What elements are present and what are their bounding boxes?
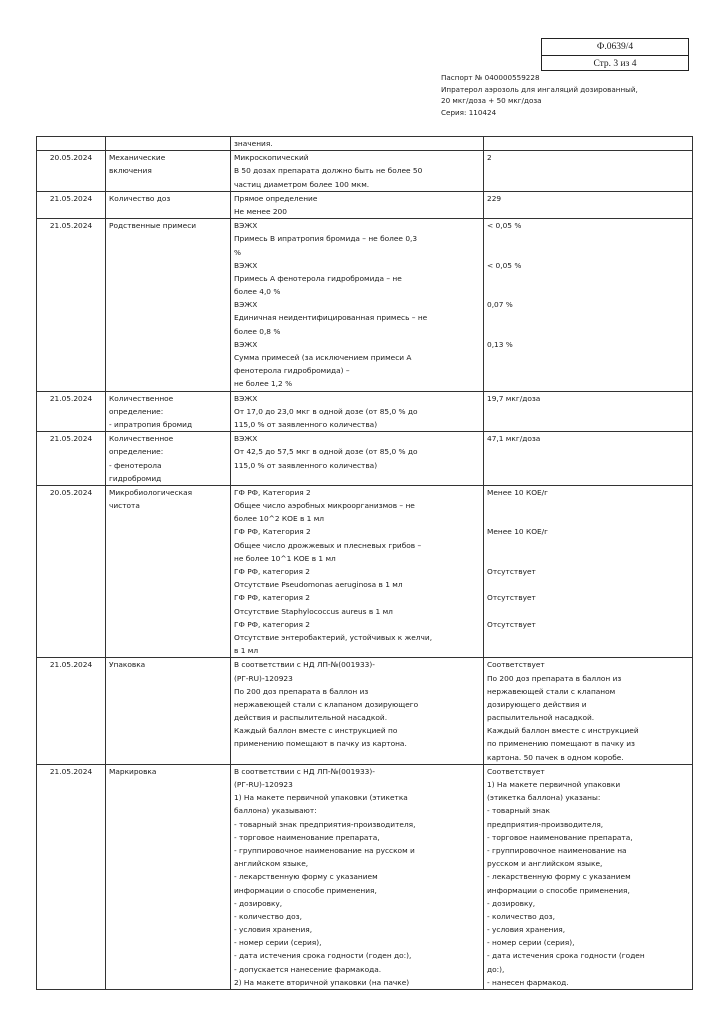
- test-spec-line: Прямое определение: [234, 193, 318, 203]
- row-date: 20.05.2024: [49, 153, 93, 163]
- spacer: [487, 246, 689, 259]
- spacer: [487, 552, 689, 565]
- test-result-cell: [484, 137, 693, 151]
- test-spec-line: ВЭЖХ: [234, 339, 258, 349]
- test-result-line: Отсутствует: [487, 619, 536, 629]
- test-result-line: Менее 10 КОЕ/г: [487, 487, 549, 497]
- test-spec-line: ГФ РФ, Категория 2: [234, 487, 311, 497]
- test-result-line: дозирующего действия и: [487, 699, 587, 709]
- table-row: [37, 219, 693, 391]
- test-result-line: (этикетка баллона) указаны:: [487, 793, 601, 803]
- spacer: [487, 512, 689, 525]
- test-name-line: - фенотерола: [109, 460, 162, 470]
- row-date: 21.05.2024: [49, 660, 93, 670]
- test-result-line: 0,13 %: [487, 339, 513, 349]
- product-name-line2: 20 мкг/доза + 50 мкг/доза: [441, 96, 542, 106]
- test-result-cell: [484, 391, 693, 432]
- test-result-line: Соответствует: [487, 660, 545, 670]
- test-spec-line: - товарный знак предприятия-производителя,: [234, 819, 416, 829]
- page-number: Стр. 3 из 4: [593, 59, 637, 69]
- row-date: 21.05.2024: [49, 393, 93, 403]
- spacer: [487, 311, 689, 324]
- row-date-cell: [37, 191, 106, 218]
- table-row: [37, 151, 693, 192]
- test-spec-line: 1) На макете первичной упаковки (этикетка: [234, 793, 408, 803]
- test-name-line: определение:: [109, 447, 164, 457]
- test-result-line: - лекарственную форму с указанием: [487, 872, 631, 882]
- test-result-line: 2: [487, 153, 492, 163]
- test-spec-cell: [231, 151, 484, 192]
- table-row: [37, 764, 693, 989]
- test-name-cell: [106, 191, 231, 218]
- test-name-cell: [106, 658, 231, 765]
- spacer: [487, 272, 689, 285]
- spacer: [487, 539, 689, 552]
- test-spec-line: действия и распылительной насадкой.: [234, 713, 388, 723]
- test-result-line: предприятия-производителя,: [487, 819, 604, 829]
- test-spec-line: английском языке,: [234, 859, 309, 869]
- row-date-cell: [37, 219, 106, 391]
- row-date: [40, 137, 102, 150]
- test-result-line: 47,1 мкг/доза: [487, 434, 541, 444]
- test-name-line: Количество доз: [109, 193, 171, 203]
- test-spec-line: От 42,5 до 57,5 мкг в одной дозе (от 85,0 % до: [234, 447, 418, 457]
- test-result-line: до:),: [487, 964, 505, 974]
- test-result-line: По 200 доз препарата в баллон из: [487, 673, 622, 683]
- test-name-cell: [106, 151, 231, 192]
- test-spec-line: 115,0 % от заявленного количества): [234, 460, 378, 470]
- form-code-box: [541, 38, 689, 71]
- test-result-cell: [484, 432, 693, 486]
- test-spec-line: более 0,8 %: [234, 326, 281, 336]
- test-spec-line: не более 10^1 КОЕ в 1 мл: [234, 553, 336, 563]
- test-result-line: - дозировку,: [487, 898, 536, 908]
- table-row: [37, 658, 693, 765]
- test-spec-line: ВЭЖХ: [234, 393, 258, 403]
- test-spec-line: ГФ РФ, категория 2: [234, 619, 310, 629]
- test-spec-line: - дата истечения срока годности (годен до:),: [234, 951, 412, 961]
- test-spec-line: не более 1,2 %: [234, 379, 293, 389]
- test-name-cell: [106, 764, 231, 989]
- test-result-line: < 0,05 %: [487, 260, 522, 270]
- product-name-line1: Ипратерол аэрозоль для ингаляций дозированный,: [441, 84, 638, 94]
- test-spec-line: В соответствии с НД ЛП-№(001933)-: [234, 766, 375, 776]
- test-name-cell: [106, 432, 231, 486]
- test-spec-line: более 4,0 %: [234, 287, 281, 297]
- test-result-line: Отсутствует: [487, 593, 536, 603]
- test-name-cell: [106, 219, 231, 391]
- series-number: Серия: 110424: [441, 107, 497, 117]
- test-spec-line: Отсутствие энтеробактерий, устойчивых к желчи,: [234, 632, 433, 642]
- test-result-line: картона. 50 пачек в одном коробе.: [487, 752, 624, 762]
- table-row: [37, 485, 693, 657]
- test-spec-cell: [231, 485, 484, 657]
- test-spec-line: в 1 мл: [234, 646, 259, 656]
- test-spec-cell: [231, 658, 484, 765]
- test-spec-line: значения.: [234, 139, 273, 148]
- test-name-line: гидробромид: [109, 473, 162, 483]
- test-spec-line: информации о способе применения,: [234, 885, 377, 895]
- test-name-line: определение:: [109, 406, 164, 416]
- test-result-line: - торговое наименование препарата,: [487, 832, 633, 842]
- test-result-cell: [484, 151, 693, 192]
- test-spec-line: - условия хранения,: [234, 925, 313, 935]
- test-result-cell: [484, 764, 693, 989]
- test-spec-line: применению помещают в пачку из картона.: [234, 739, 407, 749]
- row-date: 21.05.2024: [49, 434, 93, 444]
- test-spec-line: В 50 дозах препарата должно быть не более 50: [234, 166, 423, 176]
- test-name-line: Механические: [109, 153, 166, 163]
- row-date-cell: [37, 658, 106, 765]
- row-date: 21.05.2024: [49, 766, 93, 776]
- spacer: [487, 499, 689, 512]
- test-spec-line: ГФ РФ, категория 2: [234, 593, 310, 603]
- analysis-table: [36, 136, 693, 990]
- test-spec-line: - количество доз,: [234, 911, 302, 921]
- test-spec-line: Общее число дрожжевых и плесневых грибов –: [234, 540, 422, 550]
- spacer: [487, 605, 689, 618]
- test-result-line: - товарный знак: [487, 806, 550, 816]
- test-spec-line: ГФ РФ, категория 2: [234, 567, 310, 576]
- test-spec-line: ВЭЖХ: [234, 434, 258, 444]
- test-result-line: информации о способе применения,: [487, 885, 630, 895]
- table-row: [37, 191, 693, 218]
- row-date-cell: [37, 391, 106, 432]
- test-spec-cell: [231, 137, 484, 151]
- spacer: [487, 232, 689, 245]
- test-result-cell: [484, 658, 693, 765]
- test-spec-line: ВЭЖХ: [234, 221, 258, 231]
- test-result-line: - группировочное наименование на: [487, 845, 627, 855]
- test-spec-line: - лекарственную форму с указанием: [234, 872, 378, 882]
- row-date-cell: [37, 764, 106, 989]
- test-result-line: Соответствует: [487, 766, 545, 776]
- test-spec-line: 2) На макете вторичной упаковки (на пачке): [234, 977, 410, 987]
- test-name-line: Количественное: [109, 434, 174, 444]
- table-row: [37, 432, 693, 486]
- test-result-line: - дата истечения срока годности (годен: [487, 951, 645, 961]
- test-spec-line: - группировочное наименование на русском и: [234, 845, 415, 855]
- test-name-line: Родственные примеси: [109, 221, 197, 231]
- test-result-line: Отсутствует: [487, 567, 536, 576]
- passport-number: Паспорт № 040000559228: [441, 73, 540, 82]
- test-result-cell: [484, 191, 693, 218]
- test-name-line: чистота: [109, 501, 140, 511]
- row-date-cell: [37, 432, 106, 486]
- test-spec-line: - дозировку,: [234, 898, 283, 908]
- test-result-line: нержавеющей стали с клапаном: [487, 686, 616, 696]
- test-result-line: Менее 10 КОЕ/г: [487, 527, 549, 537]
- test-name-line: Микробиологическая: [109, 487, 193, 497]
- test-spec-line: более 10^2 КОЕ в 1 мл: [234, 514, 325, 524]
- test-result-cell: [484, 219, 693, 391]
- test-spec-line: От 17,0 до 23,0 мкг в одной дозе (от 85,0 % до: [234, 406, 418, 416]
- test-result-line: - условия хранения,: [487, 925, 566, 935]
- test-spec-line: ГФ РФ, Категория 2: [234, 527, 311, 537]
- test-spec-cell: [231, 391, 484, 432]
- test-spec-line: ВЭЖХ: [234, 300, 258, 310]
- test-result-cell: [484, 485, 693, 657]
- test-spec-line: Примесь А фенотерола гидробромида – не: [234, 273, 402, 283]
- form-code: Ф.0639/4: [542, 39, 688, 56]
- test-spec-line: Примесь В ипратропия бромида – не более 0,3: [234, 234, 418, 244]
- test-result-line: распылительной насадкой.: [487, 713, 595, 723]
- row-date-cell: [37, 137, 106, 151]
- test-result-line: 19,7 мкг/доза: [487, 393, 541, 403]
- test-result-line: - нанесен фармакод.: [487, 977, 569, 987]
- test-spec-cell: [231, 764, 484, 989]
- test-spec-cell: [231, 219, 484, 391]
- row-date: 21.05.2024: [49, 193, 93, 203]
- test-spec-line: Общее число аэробных микроорганизмов – не: [234, 501, 415, 511]
- row-date-cell: [37, 485, 106, 657]
- test-result-line: - номер серии (серия),: [487, 938, 575, 948]
- test-spec-cell: [231, 432, 484, 486]
- spacer: [487, 578, 689, 591]
- test-spec-line: нержавеющей стали с клапаном дозирующего: [234, 699, 419, 709]
- row-date: 21.05.2024: [49, 221, 93, 231]
- test-name-line: включения: [109, 166, 152, 176]
- test-name-line: Маркировка: [109, 766, 157, 776]
- test-result-line: 0,07 %: [487, 300, 513, 310]
- passport-header: [441, 72, 711, 118]
- test-spec-line: Каждый баллон вместе с инструкцией по: [234, 726, 398, 736]
- test-spec-line: Микроскопический: [234, 153, 309, 163]
- table-row: [37, 391, 693, 432]
- test-name-cell: [106, 485, 231, 657]
- test-spec-line: - торговое наименование препарата,: [234, 832, 380, 842]
- test-name-cell: [106, 137, 231, 151]
- test-spec-line: частиц диаметром более 100 мкм.: [234, 179, 370, 189]
- test-spec-line: ВЭЖХ: [234, 260, 258, 270]
- test-result-line: Каждый баллон вместе с инструкцией: [487, 726, 639, 736]
- test-result-line: русском и английском языке,: [487, 859, 603, 869]
- spacer: [487, 325, 689, 338]
- test-name-line: Упаковка: [109, 660, 146, 670]
- test-spec-line: (РГ-RU)-120923: [234, 673, 293, 683]
- test-spec-line: баллона) указывают:: [234, 806, 317, 816]
- test-spec-line: (РГ-RU)-120923: [234, 780, 293, 789]
- test-spec-line: - допускается нанесение фармакода.: [234, 964, 382, 974]
- test-spec-line: - номер серии (серия),: [234, 938, 322, 948]
- test-result-line: по применению помещают в пачку из: [487, 739, 635, 749]
- test-spec-line: Единичная неидентифицированная примесь – не: [234, 313, 428, 323]
- test-spec-line: %: [234, 247, 242, 257]
- row-date: 20.05.2024: [49, 487, 93, 497]
- test-spec-line: В соответствии с НД ЛП-№(001933)-: [234, 660, 375, 670]
- test-spec-cell: [231, 191, 484, 218]
- test-spec-line: Сумма примесей (за исключением примеси А: [234, 353, 412, 362]
- test-name-line: Количественное: [109, 393, 174, 403]
- test-spec-line: фенотерола гидробромида) –: [234, 366, 350, 376]
- test-result-line: - количество доз,: [487, 911, 555, 921]
- row-date-cell: [37, 151, 106, 192]
- test-name-cell: [106, 391, 231, 432]
- test-spec-line: 115,0 % от заявленного количества): [234, 419, 378, 429]
- table-row: [37, 137, 693, 151]
- test-result-line: < 0,05 %: [487, 221, 522, 231]
- test-result-line: 229: [487, 193, 502, 203]
- test-spec-line: Отсутствие Pseudomonas aeruginosa в 1 мл: [234, 580, 403, 590]
- test-spec-line: Отсутствие Staphylococcus aureus в 1 мл: [234, 606, 393, 616]
- test-spec-line: Не менее 200: [234, 206, 287, 216]
- test-spec-line: По 200 доз препарата в баллон из: [234, 686, 369, 696]
- test-result-line: 1) На макете первичной упаковки: [487, 780, 621, 789]
- spacer: [487, 285, 689, 298]
- test-name-line: - ипратропия бромид: [109, 419, 193, 429]
